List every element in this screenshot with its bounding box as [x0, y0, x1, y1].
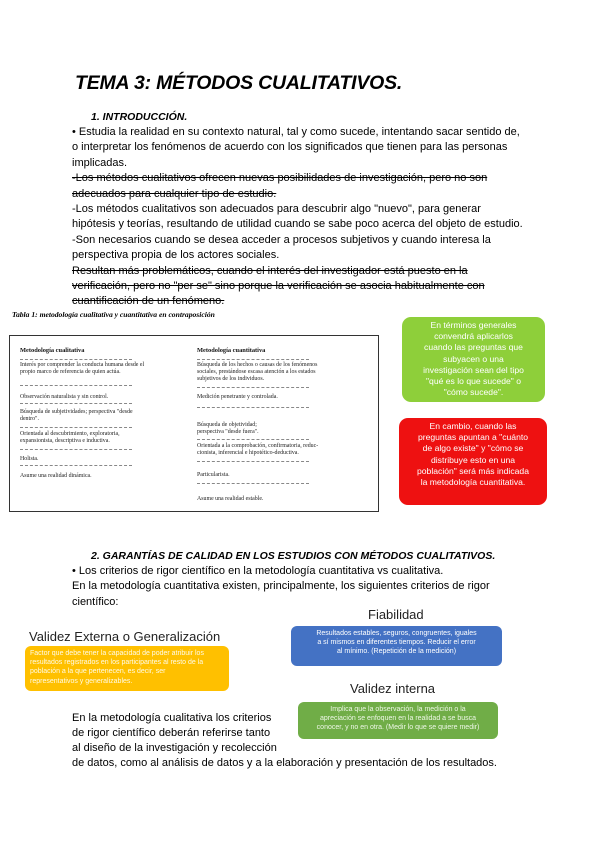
table-column-qualitative: [20, 347, 190, 507]
table-cell: Asume una realidad estable.: [197, 496, 264, 502]
text-line: En la metodología cuantitativa existen, principalmente, los siguientes criterios de rigor: [72, 580, 490, 593]
table-cell: Asume una realidad dinámica.: [20, 473, 92, 479]
text-line: • Los criterios de rigor científico en la metodología cuantitativa vs cualitativa.: [72, 565, 444, 577]
table-cell: Observación naturalista y sin control.: [20, 394, 109, 400]
table-divider: [197, 407, 309, 408]
table-divider: [197, 483, 309, 484]
table-divider: [197, 359, 309, 360]
intro-paragraph: [72, 125, 523, 310]
table-caption: Tabla 1: metodología cualitativa y cuantitativa en contraposición: [12, 310, 215, 319]
table-cell: Medición penetrante y controlada.: [197, 394, 278, 400]
table-divider: [20, 403, 132, 404]
text-line: de rigor científico deberán referirse tanto: [72, 727, 271, 739]
green-callout-note: En términos generales convendrá aplicarlos cuando las preguntas que subyacen o una investigación sean del tipo "qué es lo que sucede" o "cómo sucede".: [402, 317, 545, 402]
table-cell: Orientada a la comprobación, confirmatoria, reduc- cionista, inferencial e hipotético-deductiva.: [197, 443, 319, 457]
text-line: de datos, como al análisis de datos y a la elaboración y presentación de los resultados.: [72, 757, 497, 769]
text-line: implicadas.: [72, 156, 128, 169]
text-line: -Son necesarios cuando se desea acceder a procesos subjetivos y cuando interesa la: [72, 233, 491, 246]
table-divider: [20, 449, 132, 450]
validez-externa-box: Factor que debe tener la capacidad de poder atribuir los resultados registrados en los participantes al resto de la población a la que pertenecen, es decir, ser representativos y generalizables.: [25, 646, 229, 691]
table-cell: Orientada al descubrimiento, exploratoria, expansionista, descriptiva e inductiva.: [20, 431, 120, 445]
fiabilidad-box: Resultados estables, seguros, congruentes, iguales a sí mismos en diferentes tiempos. Reducir el error al mínimo. (Repetición de la medición): [291, 626, 502, 666]
table-cell: Búsqueda de subjetividades; perspectiva "desde dentro".: [20, 409, 133, 423]
page-title: TEMA 3: MÉTODOS CUALITATIVOS.: [75, 72, 403, 94]
table-header: Metodología cualitativa: [20, 347, 85, 354]
table-cell: Búsqueda de objetividad; perspectiva "desde fuera".: [197, 422, 259, 436]
table-divider: [197, 387, 309, 388]
table-cell: Holista.: [20, 456, 39, 462]
struck-text-line: -Los métodos cualitativos ofrecen nuevas posibilidades de investigación, pero no son: [72, 172, 488, 185]
validez-interna-label: Validez interna: [350, 681, 436, 696]
text-line: -Los métodos cualitativos son adecuados para descubrir algo "nuevo", para generar: [72, 203, 481, 216]
text-line: • Estudia la realidad en su contexto natural, tal y como sucede, intentando sacar sentido de,: [72, 126, 520, 138]
text-line: perspectiva propia de los actores sociales.: [72, 249, 280, 262]
table-divider: [20, 465, 132, 466]
table-divider: [20, 427, 132, 428]
table-cell: Búsqueda de los hechos o causas de los fenómenos sociales, prestándose escasa atención a los estados subjetivos de los individuos.: [197, 362, 318, 383]
table-cell: Interés por comprender la conducta humana desde el propio marco de referencia de quien actúa.: [20, 362, 145, 376]
red-callout-note: En cambio, cuando las preguntas apuntan a "cuánto de algo existe" y "cómo se distribuye esto en una población" será más indicada la metodología cuantitativa.: [399, 418, 547, 505]
fiabilidad-label: Fiabilidad: [368, 607, 424, 622]
struck-text-line: Resultan más problemáticos, cuando el interés del investigador está puesto en la: [72, 264, 468, 277]
text-line: En la metodología cualitativa los criterios: [72, 712, 272, 724]
table-cell: Particularista.: [197, 472, 230, 478]
text-line: al diseño de la investigación y recolección: [72, 742, 277, 754]
text-line: científico:: [72, 595, 119, 608]
struck-text-line: verificación, pero no "per se" sino porque la verificación se asocia habitualmente con: [72, 280, 485, 293]
table-divider: [20, 359, 132, 360]
table-column-quantitative: [197, 347, 375, 507]
validez-externa-label: Validez Externa o Generalización: [29, 629, 221, 644]
table-divider: [20, 385, 132, 386]
text-line: hipótesis y teorías, resultando de utilidad cuando se sabe poco acerca del objeto de estudio.: [72, 218, 523, 231]
struck-text-line: adecuados para cualquier tipo de estudio.: [72, 187, 277, 200]
table-divider: [197, 461, 309, 462]
struck-text-line: cuantificación de un fenómeno.: [72, 295, 225, 308]
comparison-table: [9, 335, 379, 512]
section-1-heading: 1. INTRODUCCIÓN.: [91, 111, 188, 123]
validez-interna-box: Implica que la observación, la medición o la apreciación se enfoquen en la realidad a se busca conocer, y no en otra. (Medir lo que se quiere medir): [298, 702, 498, 739]
text-line: o interpretar los fenómenos de acuerdo con los significados que tienen para las personas: [72, 141, 508, 154]
quality-criteria-paragraph: [72, 564, 490, 610]
section-2-heading: 2. GARANTÍAS DE CALIDAD EN LOS ESTUDIOS CON MÉTODOS CUALITATIVOS.: [91, 550, 496, 562]
table-header: Metodología cuantitativa: [197, 347, 266, 354]
table-divider: [197, 439, 309, 440]
